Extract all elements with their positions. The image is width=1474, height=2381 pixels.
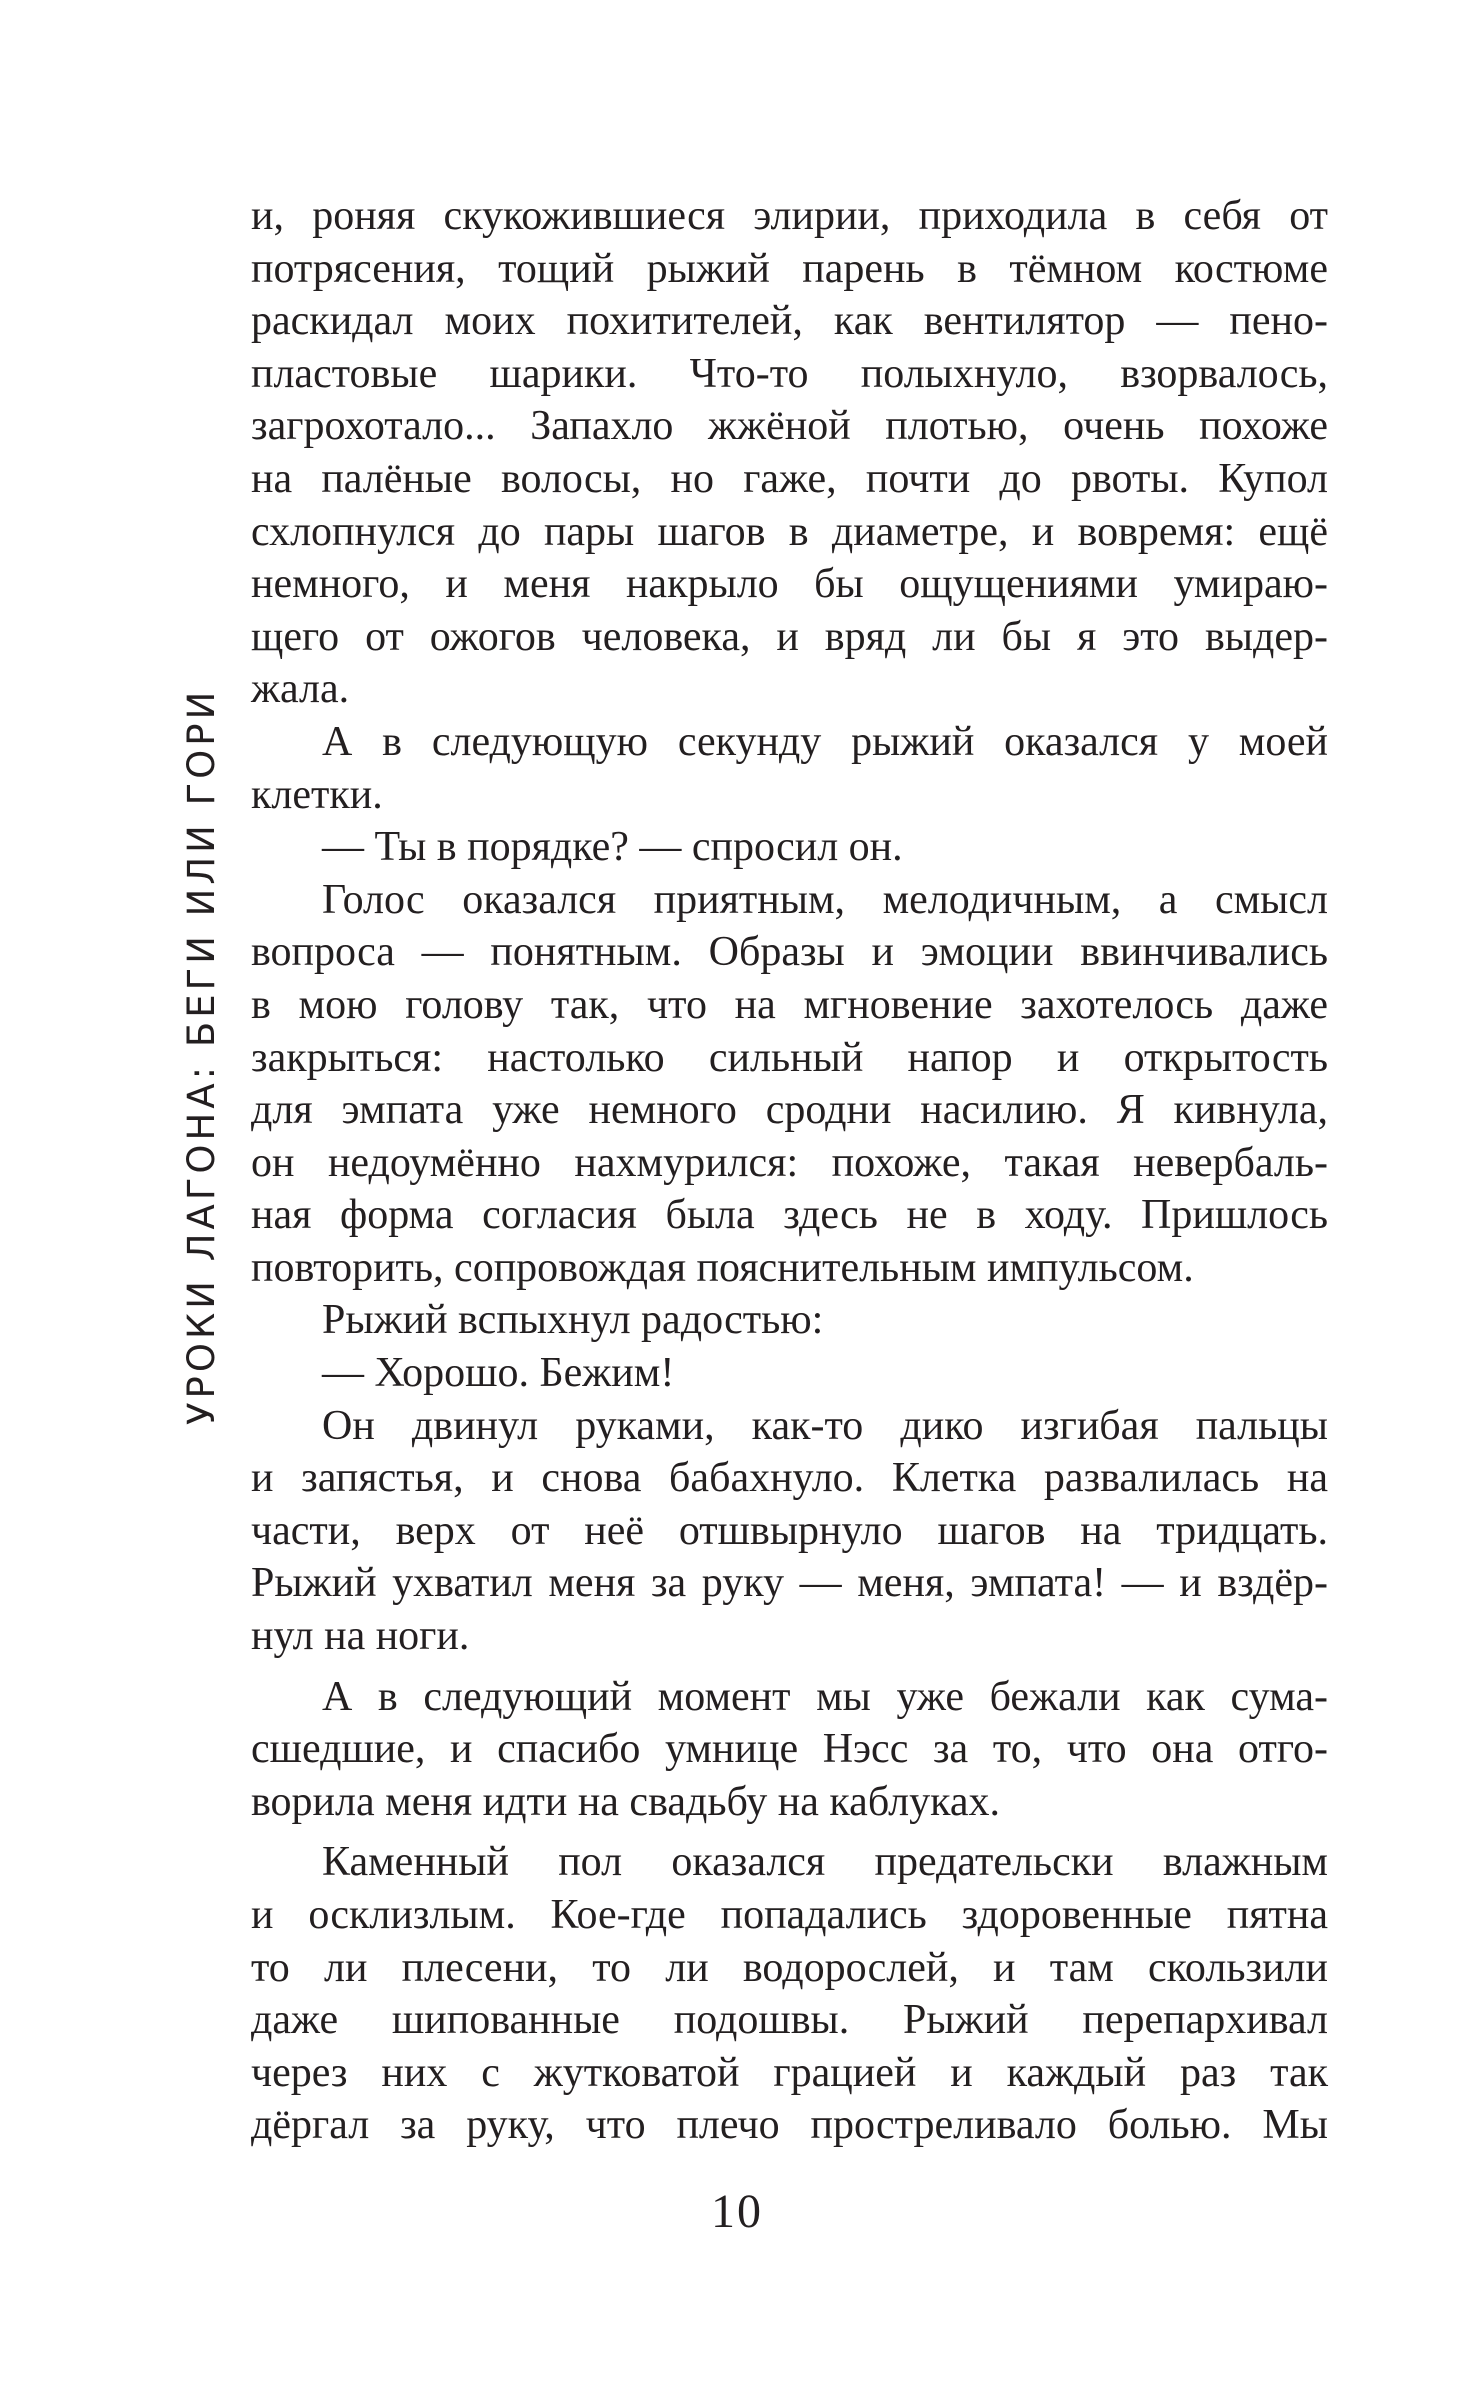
text-line: через них с жутковатой грацией и каждый раз так — [251, 2049, 1328, 2096]
paragraph — [251, 1671, 1328, 1829]
text-line: клетки. — [251, 771, 383, 818]
text-line: пластовые шарики. Что-то полыхнуло, взорвалось, — [251, 350, 1328, 397]
paragraph-gap — [251, 1663, 1328, 1671]
text-line: закрыться: настолько сильный напор и открытость — [251, 1034, 1328, 1081]
paragraph — [251, 1294, 1328, 1347]
text-line: и запястья, и снова бабахнуло. Клетка развалилась на — [251, 1455, 1328, 1502]
text-line: вопроса — понятным. Образы и эмоции ввинчивались — [251, 929, 1328, 976]
text-line: повторить, сопровождая пояснительным импульсом. — [251, 1244, 1194, 1291]
text-line: нул на ноги. — [251, 1613, 470, 1660]
text-line: и осклизлым. Кое-где попадались здоровенные пятна — [251, 1892, 1328, 1938]
text-line: даже шипованные подошвы. Рыжий перепархивал — [251, 1997, 1328, 2044]
text-line: немного, и меня накрыло бы ощущениями умираю- — [251, 561, 1328, 608]
text-line: для эмпата уже немного сродни насилию. Я кивнула, — [251, 1087, 1328, 1134]
paragraph — [251, 1400, 1328, 1663]
paragraph — [251, 1347, 1328, 1400]
text-line: А в следующий момент мы уже бежали как сума- — [322, 1673, 1328, 1720]
text-line: дёргал за руку, что плечо простреливало болью. Мы — [251, 2102, 1328, 2149]
paragraph — [251, 1836, 1328, 2152]
text-line: загрохотало... Запахло жжёной плотью, очень похоже — [251, 403, 1328, 450]
running-head: УРОКИ ЛАГОНА: БЕГИ ИЛИ ГОРИ — [180, 687, 223, 1425]
text-line: то ли плесени, то ли водорослей, и там скользили — [251, 1944, 1328, 1991]
text-line: Рыжий вспыхнул радостью: — [322, 1297, 824, 1344]
body-text — [251, 190, 1328, 2152]
text-line: и, роняя скукожившиеся элирии, приходила в себя от — [251, 193, 1328, 239]
text-line: Рыжий ухватил меня за руку — меня, эмпата! — и вздёр- — [251, 1560, 1328, 1607]
text-line: потрясения, тощий рыжий парень в тёмном костюме — [251, 245, 1328, 292]
text-line: ная форма согласия была здесь не в ходу. Пришлось — [251, 1192, 1328, 1239]
text-line: раскидал моих похитителей, как вентилятор — пено- — [251, 298, 1328, 345]
text-line: части, верх от неё отшвырнуло шагов на тридцать. — [251, 1507, 1328, 1554]
paragraph-gap — [251, 1828, 1328, 1836]
text-line: — Хорошо. Бежим! — [322, 1350, 675, 1397]
page-number: 10 — [711, 2185, 763, 2238]
text-line: — Ты в порядке? — спросил он. — [322, 824, 903, 871]
text-line: Каменный пол оказался предательски влажным — [322, 1839, 1328, 1886]
text-line: сшедшие, и спасибо умнице Нэсс за то, что она отго- — [251, 1726, 1328, 1773]
text-line: схлопнулся до пары шагов в диаметре, и вовремя: ещё — [251, 508, 1328, 555]
text-line: щего от ожогов человека, и вряд ли бы я это выдер- — [251, 613, 1328, 660]
text-line: жала. — [251, 666, 350, 713]
paragraph — [251, 821, 1328, 874]
text-line: ворила меня идти на свадьбу на каблуках. — [251, 1778, 1001, 1825]
paragraph — [251, 190, 1328, 716]
text-line: А в следующую секунду рыжий оказался у моей — [322, 718, 1328, 765]
text-line: он недоумённо нахмурился: похоже, такая невербаль- — [251, 1139, 1328, 1186]
paragraph — [251, 716, 1328, 821]
text-line: на палёные волосы, но гаже, почти до рвоты. Купол — [251, 455, 1328, 502]
text-line: Он двинул руками, как-то дико изгибая пальцы — [322, 1402, 1328, 1449]
paragraph — [251, 874, 1328, 1295]
text-line: Голос оказался приятным, мелодичным, а смысл — [322, 876, 1328, 923]
text-line: в мою голову так, что на мгновение захотелось даже — [251, 981, 1328, 1028]
